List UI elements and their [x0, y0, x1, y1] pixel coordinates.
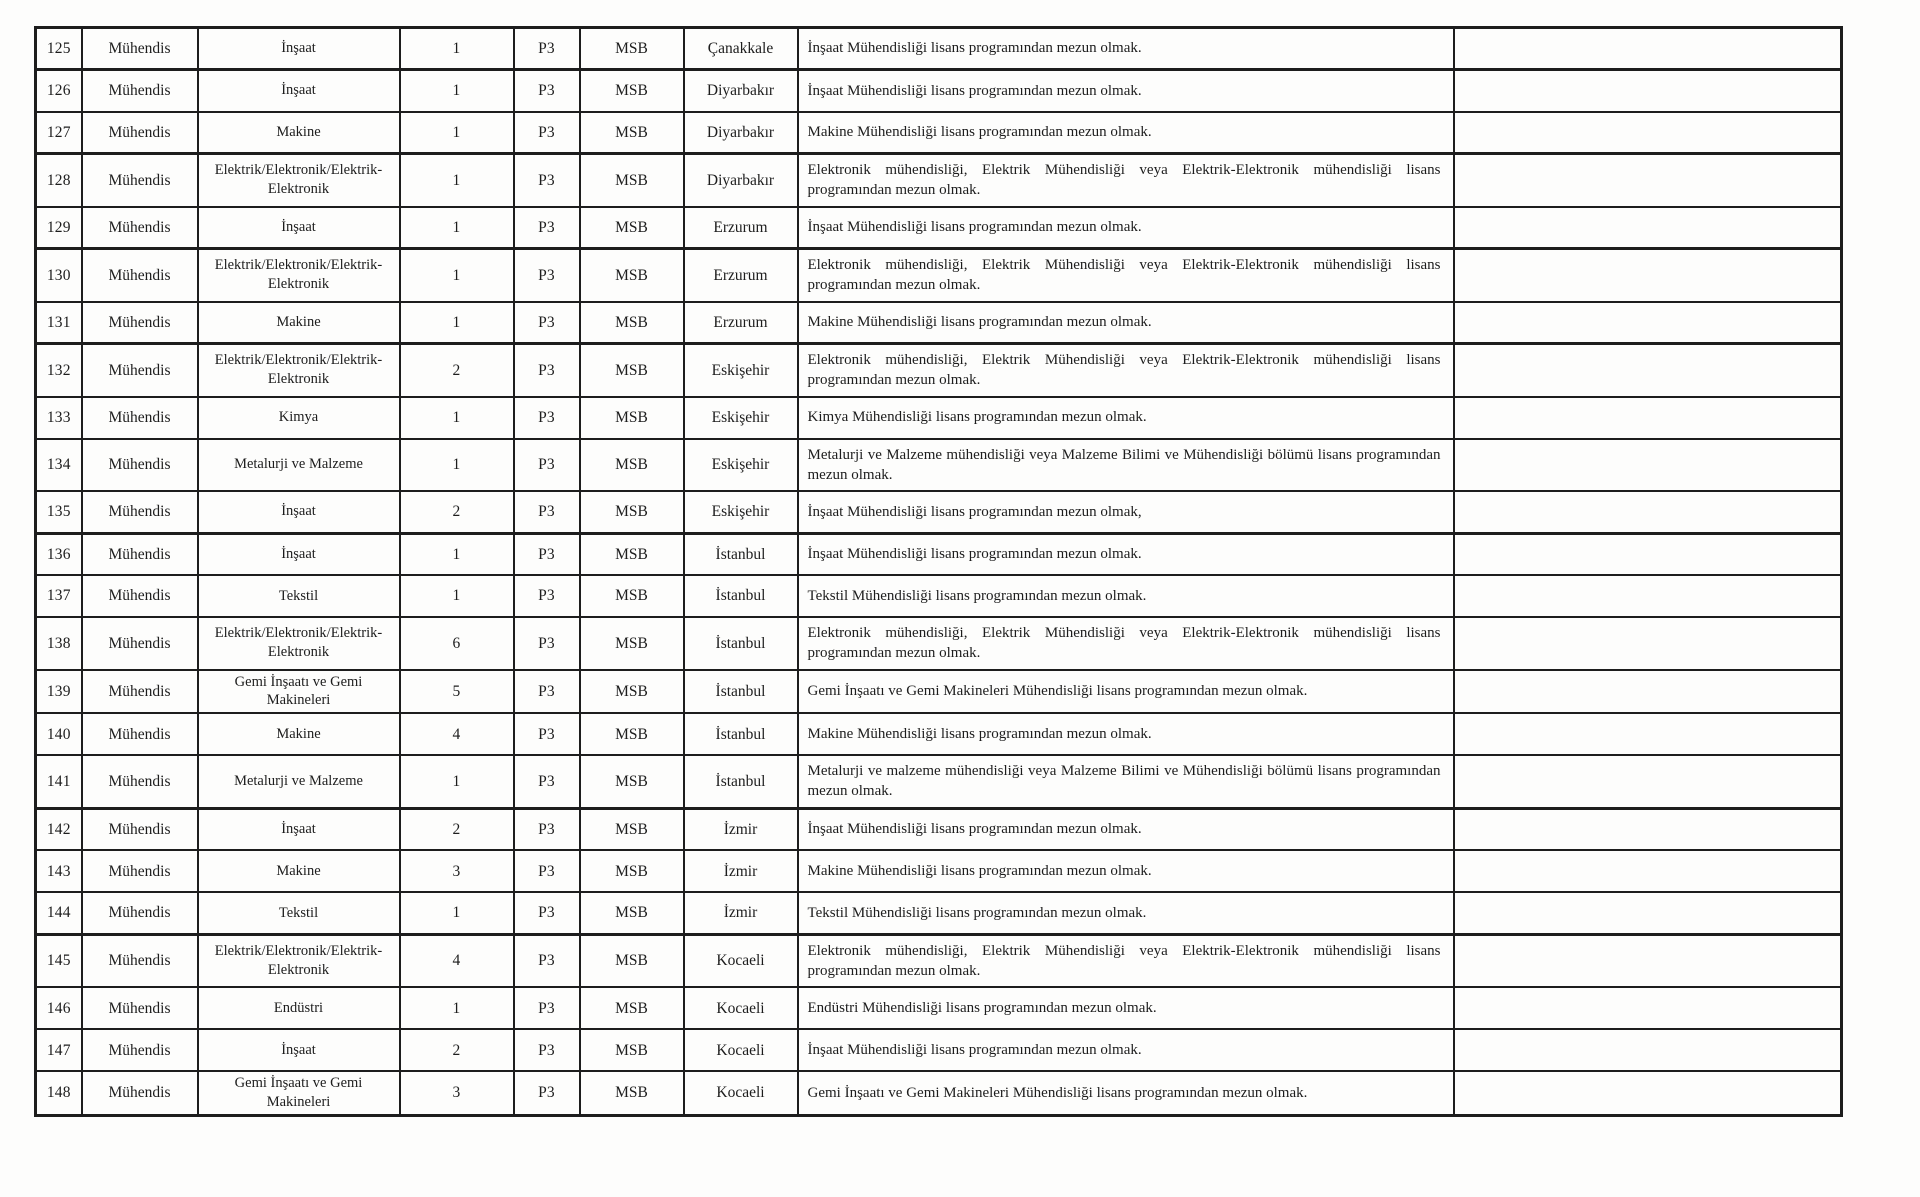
city-cell: Kocaeli — [684, 1029, 798, 1071]
count-cell: 1 — [400, 575, 514, 617]
row-number-cell: 141 — [36, 755, 82, 808]
class-code-cell: P3 — [514, 713, 580, 755]
organization-cell: MSB — [580, 344, 684, 397]
empty-cell — [1454, 302, 1842, 344]
city-cell: İstanbul — [684, 617, 798, 670]
city-cell: İzmir — [684, 892, 798, 934]
requirement-cell: Kimya Mühendisliği lisans programından mezun olmak. — [798, 397, 1454, 439]
organization-cell: MSB — [580, 439, 684, 492]
class-code-cell: P3 — [514, 1071, 580, 1115]
requirement-cell: İnşaat Mühendisliği lisans programından mezun olmak. — [798, 533, 1454, 575]
city-cell: İstanbul — [684, 755, 798, 808]
branch-cell: Elektrik/Elektronik/Elektrik-Elektronik — [198, 934, 400, 987]
table-row — [36, 892, 1842, 934]
table-row — [36, 154, 1842, 207]
requirement-cell: Makine Mühendisliği lisans programından mezun olmak. — [798, 850, 1454, 892]
table-row — [36, 344, 1842, 397]
count-cell: 1 — [400, 207, 514, 249]
table-row — [36, 575, 1842, 617]
table-row — [36, 808, 1842, 850]
title-cell: Mühendis — [82, 934, 198, 987]
class-code-cell: P3 — [514, 112, 580, 154]
branch-cell: Metalurji ve Malzeme — [198, 755, 400, 808]
class-code-cell: P3 — [514, 154, 580, 207]
city-cell: Eskişehir — [684, 439, 798, 492]
title-cell: Mühendis — [82, 397, 198, 439]
count-cell: 3 — [400, 850, 514, 892]
row-number-cell: 138 — [36, 617, 82, 670]
class-code-cell: P3 — [514, 207, 580, 249]
empty-cell — [1454, 154, 1842, 207]
city-cell: İzmir — [684, 808, 798, 850]
empty-cell — [1454, 112, 1842, 154]
table-row — [36, 713, 1842, 755]
requirement-cell: Makine Mühendisliği lisans programından mezun olmak. — [798, 302, 1454, 344]
requirements-table — [34, 26, 1843, 1117]
table-row — [36, 934, 1842, 987]
branch-cell: İnşaat — [198, 207, 400, 249]
empty-cell — [1454, 850, 1842, 892]
requirement-cell: Elektronik mühendisliği, Elektrik Mühendisliği veya Elektrik-Elektronik mühendisliği lisans programından mezun olmak. — [798, 934, 1454, 987]
row-number-cell: 130 — [36, 249, 82, 302]
branch-cell: Elektrik/Elektronik/Elektrik-Elektronik — [198, 344, 400, 397]
city-cell: Diyarbakır — [684, 70, 798, 112]
row-number-cell: 129 — [36, 207, 82, 249]
title-cell: Mühendis — [82, 1071, 198, 1115]
branch-cell: Makine — [198, 850, 400, 892]
empty-cell — [1454, 1029, 1842, 1071]
table-row — [36, 112, 1842, 154]
branch-cell: İnşaat — [198, 28, 400, 70]
row-number-cell: 142 — [36, 808, 82, 850]
requirement-cell: İnşaat Mühendisliği lisans programından mezun olmak. — [798, 207, 1454, 249]
city-cell: İzmir — [684, 850, 798, 892]
city-cell: Erzurum — [684, 249, 798, 302]
title-cell: Mühendis — [82, 207, 198, 249]
branch-cell: İnşaat — [198, 491, 400, 533]
title-cell: Mühendis — [82, 617, 198, 670]
requirement-cell: Elektronik mühendisliği, Elektrik Mühendisliği veya Elektrik-Elektronik mühendisliği lisans programından mezun olmak. — [798, 154, 1454, 207]
branch-cell: Makine — [198, 713, 400, 755]
branch-cell: Makine — [198, 112, 400, 154]
requirement-cell: İnşaat Mühendisliği lisans programından mezun olmak. — [798, 28, 1454, 70]
count-cell: 1 — [400, 154, 514, 207]
table-row — [36, 755, 1842, 808]
title-cell: Mühendis — [82, 154, 198, 207]
class-code-cell: P3 — [514, 808, 580, 850]
table-row — [36, 207, 1842, 249]
title-cell: Mühendis — [82, 28, 198, 70]
count-cell: 6 — [400, 617, 514, 670]
branch-cell: Elektrik/Elektronik/Elektrik-Elektronik — [198, 154, 400, 207]
empty-cell — [1454, 1071, 1842, 1115]
organization-cell: MSB — [580, 670, 684, 714]
table-row — [36, 439, 1842, 492]
requirement-cell: Metalurji ve malzeme mühendisliği veya Malzeme Bilimi ve Mühendisliği bölümü lisans programından mezun olmak. — [798, 755, 1454, 808]
empty-cell — [1454, 892, 1842, 934]
count-cell: 1 — [400, 755, 514, 808]
count-cell: 1 — [400, 112, 514, 154]
class-code-cell: P3 — [514, 249, 580, 302]
count-cell: 3 — [400, 1071, 514, 1115]
class-code-cell: P3 — [514, 934, 580, 987]
table-row — [36, 28, 1842, 70]
organization-cell: MSB — [580, 207, 684, 249]
organization-cell: MSB — [580, 1029, 684, 1071]
class-code-cell: P3 — [514, 892, 580, 934]
branch-cell: İnşaat — [198, 533, 400, 575]
count-cell: 1 — [400, 439, 514, 492]
row-number-cell: 127 — [36, 112, 82, 154]
organization-cell: MSB — [580, 713, 684, 755]
class-code-cell: P3 — [514, 670, 580, 714]
row-number-cell: 133 — [36, 397, 82, 439]
branch-cell: Kimya — [198, 397, 400, 439]
count-cell: 1 — [400, 987, 514, 1029]
class-code-cell: P3 — [514, 987, 580, 1029]
city-cell: İstanbul — [684, 670, 798, 714]
table-row — [36, 533, 1842, 575]
title-cell: Mühendis — [82, 439, 198, 492]
count-cell: 1 — [400, 397, 514, 439]
title-cell: Mühendis — [82, 533, 198, 575]
requirement-cell: Elektronik mühendisliği, Elektrik Mühendisliği veya Elektrik-Elektronik mühendisliği lisans programından mezun olmak. — [798, 344, 1454, 397]
empty-cell — [1454, 70, 1842, 112]
empty-cell — [1454, 755, 1842, 808]
branch-cell: İnşaat — [198, 1029, 400, 1071]
class-code-cell: P3 — [514, 617, 580, 670]
empty-cell — [1454, 808, 1842, 850]
empty-cell — [1454, 617, 1842, 670]
class-code-cell: P3 — [514, 397, 580, 439]
branch-cell: Endüstri — [198, 987, 400, 1029]
empty-cell — [1454, 439, 1842, 492]
title-cell: Mühendis — [82, 491, 198, 533]
organization-cell: MSB — [580, 575, 684, 617]
organization-cell: MSB — [580, 533, 684, 575]
table-row — [36, 491, 1842, 533]
empty-cell — [1454, 575, 1842, 617]
organization-cell: MSB — [580, 249, 684, 302]
row-number-cell: 128 — [36, 154, 82, 207]
title-cell: Mühendis — [82, 808, 198, 850]
row-number-cell: 139 — [36, 670, 82, 714]
class-code-cell: P3 — [514, 70, 580, 112]
city-cell: İstanbul — [684, 533, 798, 575]
row-number-cell: 147 — [36, 1029, 82, 1071]
class-code-cell: P3 — [514, 533, 580, 575]
row-number-cell: 143 — [36, 850, 82, 892]
count-cell: 1 — [400, 28, 514, 70]
organization-cell: MSB — [580, 617, 684, 670]
organization-cell: MSB — [580, 1071, 684, 1115]
table-row — [36, 397, 1842, 439]
title-cell: Mühendis — [82, 892, 198, 934]
organization-cell: MSB — [580, 850, 684, 892]
empty-cell — [1454, 987, 1842, 1029]
branch-cell: Makine — [198, 302, 400, 344]
title-cell: Mühendis — [82, 112, 198, 154]
count-cell: 5 — [400, 670, 514, 714]
organization-cell: MSB — [580, 302, 684, 344]
class-code-cell: P3 — [514, 1029, 580, 1071]
count-cell: 2 — [400, 491, 514, 533]
row-number-cell: 135 — [36, 491, 82, 533]
empty-cell — [1454, 533, 1842, 575]
row-number-cell: 134 — [36, 439, 82, 492]
city-cell: Diyarbakır — [684, 112, 798, 154]
organization-cell: MSB — [580, 397, 684, 439]
row-number-cell: 148 — [36, 1071, 82, 1115]
class-code-cell: P3 — [514, 755, 580, 808]
requirement-cell: Makine Mühendisliği lisans programından mezun olmak. — [798, 112, 1454, 154]
organization-cell: MSB — [580, 28, 684, 70]
branch-cell: Tekstil — [198, 892, 400, 934]
class-code-cell: P3 — [514, 491, 580, 533]
requirement-cell: Endüstri Mühendisliği lisans programından mezun olmak. — [798, 987, 1454, 1029]
empty-cell — [1454, 207, 1842, 249]
count-cell: 4 — [400, 713, 514, 755]
title-cell: Mühendis — [82, 755, 198, 808]
class-code-cell: P3 — [514, 344, 580, 397]
empty-cell — [1454, 670, 1842, 714]
table-row — [36, 1029, 1842, 1071]
requirement-cell: İnşaat Mühendisliği lisans programından mezun olmak. — [798, 70, 1454, 112]
organization-cell: MSB — [580, 112, 684, 154]
title-cell: Mühendis — [82, 70, 198, 112]
city-cell: Erzurum — [684, 302, 798, 344]
branch-cell: Elektrik/Elektronik/Elektrik-Elektronik — [198, 249, 400, 302]
table-row — [36, 302, 1842, 344]
requirement-cell: Tekstil Mühendisliği lisans programından mezun olmak. — [798, 575, 1454, 617]
title-cell: Mühendis — [82, 302, 198, 344]
row-number-cell: 144 — [36, 892, 82, 934]
branch-cell: Gemi İnşaatı ve Gemi Makineleri — [198, 670, 400, 714]
class-code-cell: P3 — [514, 850, 580, 892]
city-cell: Kocaeli — [684, 934, 798, 987]
table-row — [36, 249, 1842, 302]
city-cell: Çanakkale — [684, 28, 798, 70]
class-code-cell: P3 — [514, 439, 580, 492]
city-cell: Eskişehir — [684, 491, 798, 533]
count-cell: 1 — [400, 249, 514, 302]
city-cell: Eskişehir — [684, 397, 798, 439]
count-cell: 1 — [400, 302, 514, 344]
row-number-cell: 140 — [36, 713, 82, 755]
city-cell: İstanbul — [684, 575, 798, 617]
empty-cell — [1454, 934, 1842, 987]
organization-cell: MSB — [580, 892, 684, 934]
title-cell: Mühendis — [82, 575, 198, 617]
branch-cell: İnşaat — [198, 808, 400, 850]
branch-cell: İnşaat — [198, 70, 400, 112]
requirement-cell: İnşaat Mühendisliği lisans programından mezun olmak. — [798, 808, 1454, 850]
title-cell: Mühendis — [82, 850, 198, 892]
table-row — [36, 670, 1842, 714]
city-cell: Kocaeli — [684, 1071, 798, 1115]
city-cell: Eskişehir — [684, 344, 798, 397]
row-number-cell: 137 — [36, 575, 82, 617]
class-code-cell: P3 — [514, 28, 580, 70]
empty-cell — [1454, 28, 1842, 70]
count-cell: 1 — [400, 892, 514, 934]
count-cell: 4 — [400, 934, 514, 987]
count-cell: 1 — [400, 70, 514, 112]
title-cell: Mühendis — [82, 344, 198, 397]
row-number-cell: 125 — [36, 28, 82, 70]
requirement-cell: Elektronik mühendisliği, Elektrik Mühendisliği veya Elektrik-Elektronik mühendisliği lisans programından mezun olmak. — [798, 249, 1454, 302]
branch-cell: Metalurji ve Malzeme — [198, 439, 400, 492]
empty-cell — [1454, 397, 1842, 439]
empty-cell — [1454, 491, 1842, 533]
requirement-cell: Gemi İnşaatı ve Gemi Makineleri Mühendisliği lisans programından mezun olmak. — [798, 670, 1454, 714]
branch-cell: Gemi İnşaatı ve Gemi Makineleri — [198, 1071, 400, 1115]
row-number-cell: 132 — [36, 344, 82, 397]
branch-cell: Tekstil — [198, 575, 400, 617]
title-cell: Mühendis — [82, 987, 198, 1029]
requirement-cell: Gemi İnşaatı ve Gemi Makineleri Mühendisliği lisans programından mezun olmak. — [798, 1071, 1454, 1115]
organization-cell: MSB — [580, 491, 684, 533]
requirements-table-body — [36, 28, 1842, 1116]
city-cell: Diyarbakır — [684, 154, 798, 207]
title-cell: Mühendis — [82, 670, 198, 714]
empty-cell — [1454, 713, 1842, 755]
city-cell: Kocaeli — [684, 987, 798, 1029]
count-cell: 2 — [400, 808, 514, 850]
row-number-cell: 126 — [36, 70, 82, 112]
table-row — [36, 987, 1842, 1029]
row-number-cell: 131 — [36, 302, 82, 344]
requirement-cell: Metalurji ve Malzeme mühendisliği veya Malzeme Bilimi ve Mühendisliği bölümü lisans programından mezun olmak. — [798, 439, 1454, 492]
organization-cell: MSB — [580, 70, 684, 112]
organization-cell: MSB — [580, 987, 684, 1029]
requirement-cell: İnşaat Mühendisliği lisans programından mezun olmak. — [798, 1029, 1454, 1071]
title-cell: Mühendis — [82, 713, 198, 755]
count-cell: 2 — [400, 344, 514, 397]
table-row — [36, 617, 1842, 670]
empty-cell — [1454, 249, 1842, 302]
row-number-cell: 146 — [36, 987, 82, 1029]
organization-cell: MSB — [580, 755, 684, 808]
city-cell: Erzurum — [684, 207, 798, 249]
class-code-cell: P3 — [514, 302, 580, 344]
title-cell: Mühendis — [82, 1029, 198, 1071]
table-row — [36, 1071, 1842, 1115]
organization-cell: MSB — [580, 808, 684, 850]
requirement-cell: İnşaat Mühendisliği lisans programından mezun olmak, — [798, 491, 1454, 533]
row-number-cell: 145 — [36, 934, 82, 987]
requirement-cell: Elektronik mühendisliği, Elektrik Mühendisliği veya Elektrik-Elektronik mühendisliği lisans programından mezun olmak. — [798, 617, 1454, 670]
title-cell: Mühendis — [82, 249, 198, 302]
count-cell: 1 — [400, 533, 514, 575]
city-cell: İstanbul — [684, 713, 798, 755]
row-number-cell: 136 — [36, 533, 82, 575]
table-row — [36, 850, 1842, 892]
requirement-cell: Tekstil Mühendisliği lisans programından mezun olmak. — [798, 892, 1454, 934]
table-row — [36, 70, 1842, 112]
requirement-cell: Makine Mühendisliği lisans programından mezun olmak. — [798, 713, 1454, 755]
class-code-cell: P3 — [514, 575, 580, 617]
empty-cell — [1454, 344, 1842, 397]
count-cell: 2 — [400, 1029, 514, 1071]
branch-cell: Elektrik/Elektronik/Elektrik-Elektronik — [198, 617, 400, 670]
organization-cell: MSB — [580, 154, 684, 207]
organization-cell: MSB — [580, 934, 684, 987]
